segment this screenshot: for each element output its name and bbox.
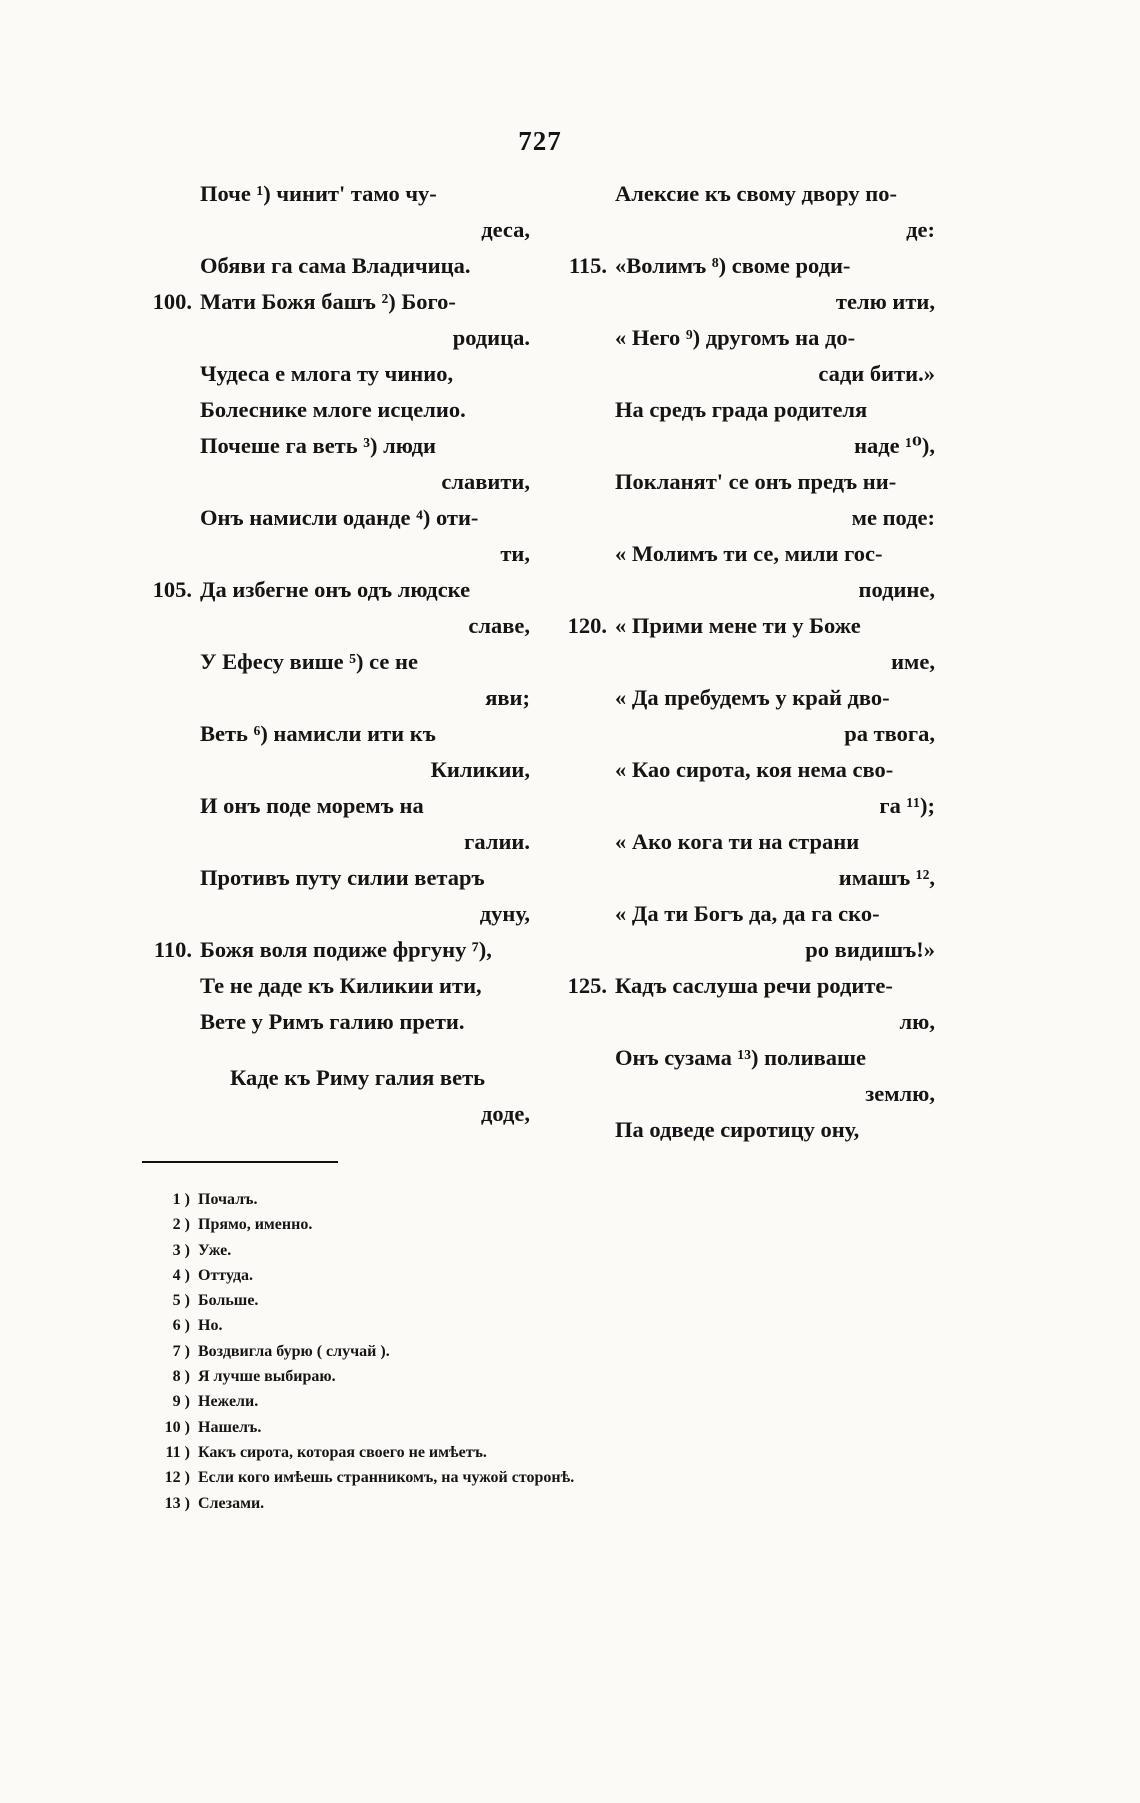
verse-text: родица. — [452, 325, 530, 350]
verse-line — [545, 968, 935, 1004]
verse-line — [545, 356, 935, 392]
footnote-text: Если кого имѣешь странникомъ, на чужой сторонѣ. — [198, 1469, 575, 1487]
verse-line — [545, 644, 935, 680]
verse-line — [130, 644, 530, 680]
verse-text: « Да пребудемъ у край дво- — [615, 685, 890, 710]
verse-text: «Волимъ ⁸) своме роди- — [615, 253, 851, 278]
verse-text: Кадъ саслуша речи родите- — [615, 973, 893, 998]
verse-line — [130, 176, 530, 212]
verse-number: 115. — [568, 253, 607, 278]
verse-number: 125. — [567, 973, 607, 998]
verse-line — [130, 248, 530, 284]
verse-line — [130, 860, 530, 896]
verse-line — [545, 1004, 935, 1040]
verse-text: де: — [906, 217, 935, 242]
verse-text: Поче ¹) чинит' тамо чу- — [200, 181, 437, 206]
footnote-number: 6 ) — [172, 1317, 190, 1335]
verse-text: Онъ намисли оданде ⁴) оти- — [200, 505, 479, 530]
verse-text: наде ¹⁰), — [854, 433, 935, 458]
verse-text: Мати Божя башъ ²) Бого- — [200, 289, 456, 314]
footnote — [150, 1491, 574, 1516]
verse-line — [130, 536, 530, 572]
footnote — [150, 1187, 574, 1212]
footnote-number: 11 ) — [165, 1443, 190, 1461]
verse-line — [130, 896, 530, 932]
verse-line — [130, 572, 530, 608]
verse-text: славе, — [468, 613, 530, 638]
verse-text: Те не даде къ Киликии ити, — [200, 973, 482, 998]
footnote-text: Прямо, именно. — [198, 1216, 313, 1234]
verse-text: Противъ путу силии ветаръ — [200, 865, 485, 890]
footnote — [150, 1415, 574, 1440]
verse-line — [130, 968, 530, 1004]
verse-text: Почеше га веть ³) люди — [200, 433, 436, 458]
verse-text: телю ити, — [835, 289, 935, 314]
footnote-number: 8 ) — [172, 1368, 190, 1386]
verse-text: галии. — [464, 829, 530, 854]
verse-text: И онъ поде моремъ на — [200, 793, 424, 818]
verse-line — [130, 788, 530, 824]
verse-line — [545, 572, 935, 608]
footnote-text: Больше. — [198, 1292, 259, 1310]
verse-text: лю, — [899, 1009, 935, 1034]
verse-text: Па одведе сиротицу ону, — [615, 1117, 860, 1142]
verse-text: яви; — [485, 685, 530, 710]
verse-text: ро видишъ!» — [805, 937, 935, 962]
verse-line — [130, 356, 530, 392]
footnote-text: Какъ сирота, которая своего не имѣетъ. — [198, 1443, 487, 1461]
verse-text: Покланят' се онъ предъ ни- — [615, 469, 897, 494]
footnote-number: 2 ) — [172, 1216, 190, 1234]
verse-line — [545, 464, 935, 500]
verse-text: У Ефесу више ⁵) се не — [200, 649, 418, 674]
verse-text: га ¹¹); — [879, 793, 935, 818]
verse-line — [130, 1060, 530, 1096]
verse-line — [545, 284, 935, 320]
verse-number: 105. — [152, 577, 192, 602]
footnote-text: Я лучше выбираю. — [198, 1368, 336, 1386]
verse-line — [130, 680, 530, 716]
verse-line — [130, 932, 530, 968]
footnote — [150, 1313, 574, 1338]
verse-line — [545, 860, 935, 896]
footnote-number: 12 ) — [164, 1469, 190, 1487]
verse-line — [130, 608, 530, 644]
footnote-number: 7 ) — [172, 1342, 190, 1360]
verse-line — [130, 284, 530, 320]
verse-text: На средъ града родителя — [615, 397, 868, 422]
footnote — [150, 1238, 574, 1263]
verse-line — [545, 248, 935, 284]
verse-number: 120. — [567, 613, 607, 638]
verse-line — [130, 464, 530, 500]
verse-text: Болеснике млоге исцелио. — [200, 397, 466, 422]
verse-number: 110. — [153, 937, 192, 962]
right-column — [545, 176, 935, 1148]
verse-line — [130, 752, 530, 788]
footnote-number: 5 ) — [172, 1292, 190, 1310]
verse-line — [545, 824, 935, 860]
footnote-text: Воздвигла бурю ( случай ). — [198, 1342, 390, 1360]
footnote-text: Уже. — [198, 1241, 232, 1259]
footnote-text: Слезами. — [198, 1494, 265, 1512]
verse-line — [545, 176, 935, 212]
footnote-number: 1 ) — [172, 1191, 190, 1208]
verse-line — [545, 500, 935, 536]
verse-text: Да избегне онъ одъ людске — [200, 577, 471, 602]
footnote-text: Оттуда. — [198, 1266, 254, 1284]
verse-text: ти, — [500, 541, 530, 566]
verse-text: « Прими мене ти у Боже — [615, 613, 861, 638]
footnote-number: 4 ) — [172, 1266, 190, 1284]
verse-line — [130, 212, 530, 248]
verse-line — [545, 680, 935, 716]
footnote — [150, 1364, 574, 1389]
verse-text: подине, — [858, 577, 935, 602]
verse-text: землю, — [865, 1081, 935, 1106]
verse-text: славити, — [441, 469, 530, 494]
verse-text: Веть ⁶) намисли ити къ — [200, 721, 436, 746]
footnote — [150, 1263, 574, 1288]
footnote — [150, 1440, 574, 1465]
left-column — [130, 176, 530, 1132]
verse-text: Алексие къ свому двору по- — [615, 181, 897, 206]
verse-text: дуну, — [479, 901, 530, 926]
verse-text: « Ако кога ти на страни — [615, 829, 860, 854]
verse-line — [545, 1076, 935, 1112]
verse-line — [130, 500, 530, 536]
footnote-number: 13 ) — [164, 1494, 190, 1512]
verse-line — [545, 932, 935, 968]
verse-line — [130, 320, 530, 356]
verse-line — [130, 1004, 530, 1040]
verse-text: ра твога, — [844, 721, 935, 746]
footnote — [150, 1339, 574, 1364]
verse-text: Обяви га сама Владичица. — [200, 253, 471, 278]
stanza-gap — [130, 1040, 530, 1060]
verse-line — [545, 392, 935, 428]
footnote-rule — [142, 1161, 338, 1163]
footnote — [150, 1212, 574, 1237]
verse-line — [545, 1040, 935, 1076]
verse-line — [545, 1112, 935, 1148]
verse-text: име, — [891, 649, 935, 674]
verse-text: « Као сирота, коя нема сво- — [615, 757, 894, 782]
footnote-number: 3 ) — [172, 1241, 190, 1259]
verse-text: « Молимъ ти се, мили гос- — [615, 541, 883, 566]
verse-line — [545, 428, 935, 464]
verse-line — [545, 212, 935, 248]
verse-number: 100. — [152, 289, 192, 314]
verse-text: ме поде: — [851, 505, 935, 530]
verse-text: Чудеса е млога ту чинио, — [200, 361, 454, 386]
verse-text: деса, — [481, 217, 530, 242]
verse-line — [545, 896, 935, 932]
verse-text: Божя воля подиже фргуну ⁷), — [200, 937, 492, 962]
page-number: 727 — [518, 126, 562, 156]
footnote — [150, 1288, 574, 1313]
verse-line — [545, 716, 935, 752]
footnote-text: Нашелъ. — [198, 1418, 262, 1436]
verse-line — [130, 824, 530, 860]
verse-text: Вете у Римъ галию прети. — [200, 1009, 465, 1034]
verse-text: Киликии, — [430, 757, 530, 782]
verse-line — [545, 536, 935, 572]
verse-line — [545, 788, 935, 824]
verse-text: Каде къ Риму галия веть — [230, 1065, 486, 1090]
footnotes — [150, 1187, 574, 1516]
verse-text: « Да ти Богъ да, да га ско- — [615, 901, 880, 926]
verse-text: имашъ ¹², — [838, 865, 935, 890]
verse-line — [545, 608, 935, 644]
verse-line — [130, 392, 530, 428]
footnote-text: Но. — [198, 1317, 223, 1335]
verse-line — [545, 320, 935, 356]
verse-text: « Него ⁹) другомъ на до- — [615, 325, 856, 350]
verse-line — [545, 752, 935, 788]
footnote-number: 10 ) — [164, 1418, 190, 1436]
verse-line — [130, 716, 530, 752]
verse-line — [130, 1096, 530, 1132]
footnote — [150, 1465, 574, 1490]
verse-line — [130, 428, 530, 464]
verse-text: сади бити.» — [818, 361, 935, 386]
verse-text: Онъ сузама ¹³) поливаше — [615, 1045, 866, 1070]
footnote — [150, 1389, 574, 1414]
footnote-number: 9 ) — [172, 1393, 190, 1411]
verse-text: доде, — [481, 1101, 530, 1126]
footnote-text: Нежели. — [198, 1393, 259, 1411]
footnote-text: Почалъ. — [198, 1191, 258, 1208]
